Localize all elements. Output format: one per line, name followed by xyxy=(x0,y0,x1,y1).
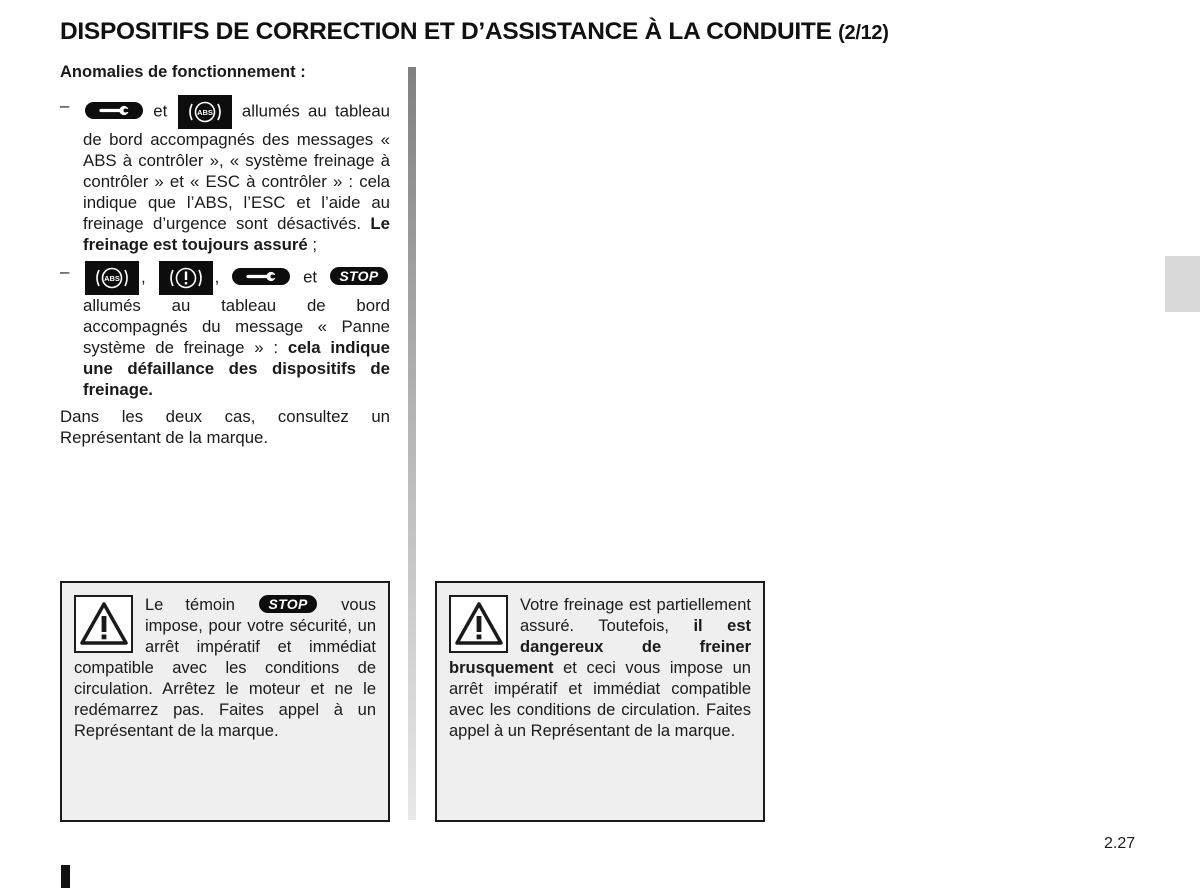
svg-text:ABS: ABS xyxy=(196,108,213,117)
item1-bold-text: Le freinage est toujours assuré xyxy=(83,214,390,254)
warning-box-left xyxy=(60,581,390,822)
wrench-warning-icon xyxy=(232,268,290,285)
stop-warning-icon: STOP xyxy=(330,267,388,285)
abs-warning-icon xyxy=(178,95,232,129)
item2-text: allumés au tableau de bord accompagnés du message « Panne système de freinage » : xyxy=(83,296,390,357)
page-title xyxy=(60,18,889,46)
warning-triangle-icon xyxy=(74,595,133,653)
crop-mark xyxy=(61,865,70,888)
conclusion-paragraph: Dans les deux cas, consultez un Représentant de la marque. xyxy=(60,407,390,447)
page-part-indicator: (2/12) xyxy=(838,22,889,44)
section-tab-marker xyxy=(1165,256,1200,312)
item1-text: allumés au tableau de bord accompagnés des messages « ABS à contrôler », « système freinage à contrôler » et « ESC à contrôler » : cela indique que l’ABS, l’ESC et l’aide au freinage d’urgence sont désactivés. xyxy=(83,101,391,233)
page-number: 2.27 xyxy=(1104,835,1136,852)
warning-right-bold-text: il est dangereux de freiner brusquement xyxy=(449,617,751,677)
brake-warning-icon xyxy=(159,261,213,295)
warning-triangle-icon xyxy=(449,595,508,653)
item2-bold-text: cela indique une défaillance des dispositifs de freinage. xyxy=(83,338,391,399)
section-heading: Anomalies de fonctionnement : xyxy=(60,63,306,81)
warning-left-text-a: Le témoin xyxy=(145,596,235,614)
word-et: et xyxy=(153,101,168,121)
abs-warning-icon xyxy=(85,261,139,295)
svg-text:ABS: ABS xyxy=(104,274,120,283)
comma: , xyxy=(141,267,146,287)
list-dash: – xyxy=(60,262,70,281)
list-item-1 xyxy=(60,95,390,255)
warning-right-text-b: et ceci vous impose un arrêt impératif et immédiat compatible avec les conditions de circulation. Faites appel à un Représentant de la marque. xyxy=(449,659,751,740)
wrench-warning-icon xyxy=(85,102,143,119)
warning-box-right xyxy=(435,581,765,822)
warning-right-text-a: Votre freinage est partiellement assuré. Toutefois, xyxy=(520,596,751,635)
left-column xyxy=(60,62,390,448)
warning-left-text-b: vous impose, pour votre sécurité, un arrêt impératif et immédiat compatible avec les conditions de circulation. Arrêtez le moteur et ne le redémarrez pas. Faites appel à un Représentant de la marque. xyxy=(74,596,377,740)
word-et: et xyxy=(303,267,318,287)
page-title-text: DISPOSITIFS DE CORRECTION ET D’ASSISTANCE À LA CONDUITE xyxy=(60,18,832,45)
list-item-2 xyxy=(60,261,390,400)
column-divider xyxy=(408,67,416,820)
stop-warning-icon: STOP xyxy=(259,595,317,613)
comma: , xyxy=(214,267,220,287)
item1-end: ; xyxy=(307,235,318,254)
list-dash: – xyxy=(60,96,70,115)
